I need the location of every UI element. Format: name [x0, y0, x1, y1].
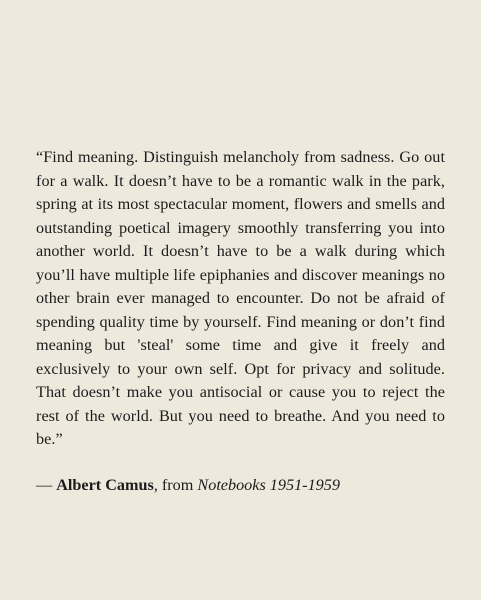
quote-card [36, 146, 445, 497]
attribution [36, 474, 445, 498]
quote-text: “Find meaning. Distinguish melancholy from sadness. Go out for a walk. It doesn’t have to be a romantic walk in the park, spring at its most spectacular moment, flowers and smells and outstanding poetical imagery smoothly transferring you into another world. It doesn’t have to be a walk during which you’ll have multiple life epiphanies and discover meanings no other brain ever managed to encounter. Do not be afraid of spending quality time by yourself. Find meaning or don’t find meaning but 'steal' some time and give it freely and exclusively to your own self. Opt for privacy and solitude. That doesn’t make you antisocial or cause you to reject the rest of the world. But you need to breathe. And you need to be.” [36, 148, 445, 448]
author-name: Albert Camus [56, 475, 154, 494]
source-title: Notebooks 1951-1959 [197, 475, 340, 494]
attribution-dash: — [36, 475, 57, 494]
attribution-separator: , from [153, 475, 198, 494]
